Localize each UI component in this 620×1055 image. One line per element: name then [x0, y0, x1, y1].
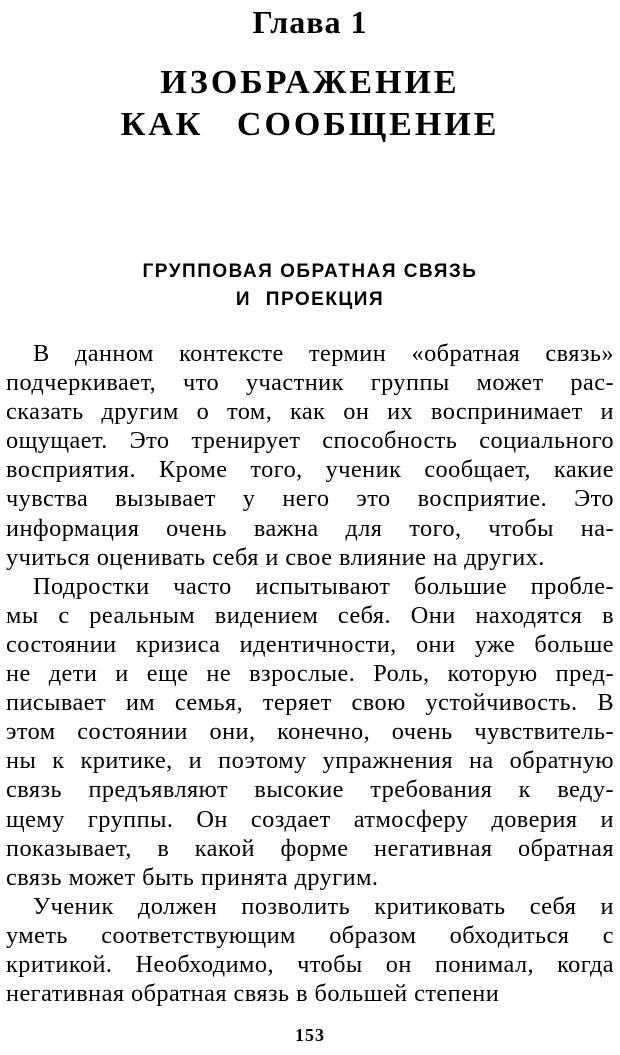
text-line: негативная обратная связь в большей степени: [6, 980, 500, 1008]
section-heading-line-2: И ПРОЕКЦИЯ: [235, 289, 385, 310]
text-line: щему группы. Он создает атмосферу доверия и: [6, 805, 614, 833]
text-line: ны к критике, и поэтому упражнения на обратную: [6, 747, 614, 775]
body-text: [6, 339, 614, 1008]
chapter-heading: Глава 1: [252, 4, 368, 40]
chapter-title-line-1: ИЗОБРАЖЕНИЕ: [160, 64, 460, 101]
chapter-title: [0, 62, 620, 146]
text-line: уметь соответствующим образом обходиться с: [6, 921, 614, 949]
text-line: ощущает. Это тренирует способность социального: [6, 427, 614, 455]
text-line: Подростки часто испытывают большие пробле-: [33, 572, 614, 600]
text-line: мы с реальным видением себя. Они находятся в: [6, 601, 614, 629]
text-line: Ученик должен позволить критиковать себя и: [33, 892, 614, 920]
paragraph: [6, 339, 614, 572]
text-line: подчеркивает, что участник группы может рас-: [6, 369, 614, 397]
text-line: не дети и еще не взрослые. Роль, которую пред-: [6, 660, 614, 688]
text-line: этом состоянии они, конечно, очень чувствитель-: [6, 718, 614, 746]
text-line: связь предъявляют высокие требования к веду-: [6, 776, 614, 804]
page-number: 153: [295, 1025, 325, 1045]
text-line: критикой. Необходимо, чтобы он понимал, когда: [6, 950, 614, 978]
text-line: чувства вызывает у него это восприятие. Это: [6, 485, 614, 513]
text-line: сказать другим о том, как он их воспринимает и: [6, 398, 614, 426]
text-line: показывает, в какой форме негативная обратная: [6, 834, 614, 862]
chapter-title-line-2: КАК СООБЩЕНИЕ: [120, 106, 500, 143]
paragraph: [6, 572, 614, 892]
text-line: состоянии кризиса идентичности, они уже больше: [6, 630, 614, 658]
section-heading: [0, 258, 620, 314]
text-line: информация очень важна для того, чтобы на-: [6, 514, 614, 542]
paragraph: [6, 892, 614, 1008]
section-heading-line-1: ГРУППОВАЯ ОБРАТНАЯ СВЯЗЬ: [142, 261, 478, 282]
text-line: восприятия. Кроме того, ученик сообщает, какие: [6, 456, 614, 484]
text-line: учиться оценивать себя и свое влияние на других.: [6, 543, 545, 571]
text-line: В данном контексте термин «обратная связь»: [33, 340, 614, 367]
text-line: связь может быть принята другим.: [6, 863, 379, 891]
text-line: писывает им семья, теряет свою устойчивость. В: [6, 689, 614, 717]
